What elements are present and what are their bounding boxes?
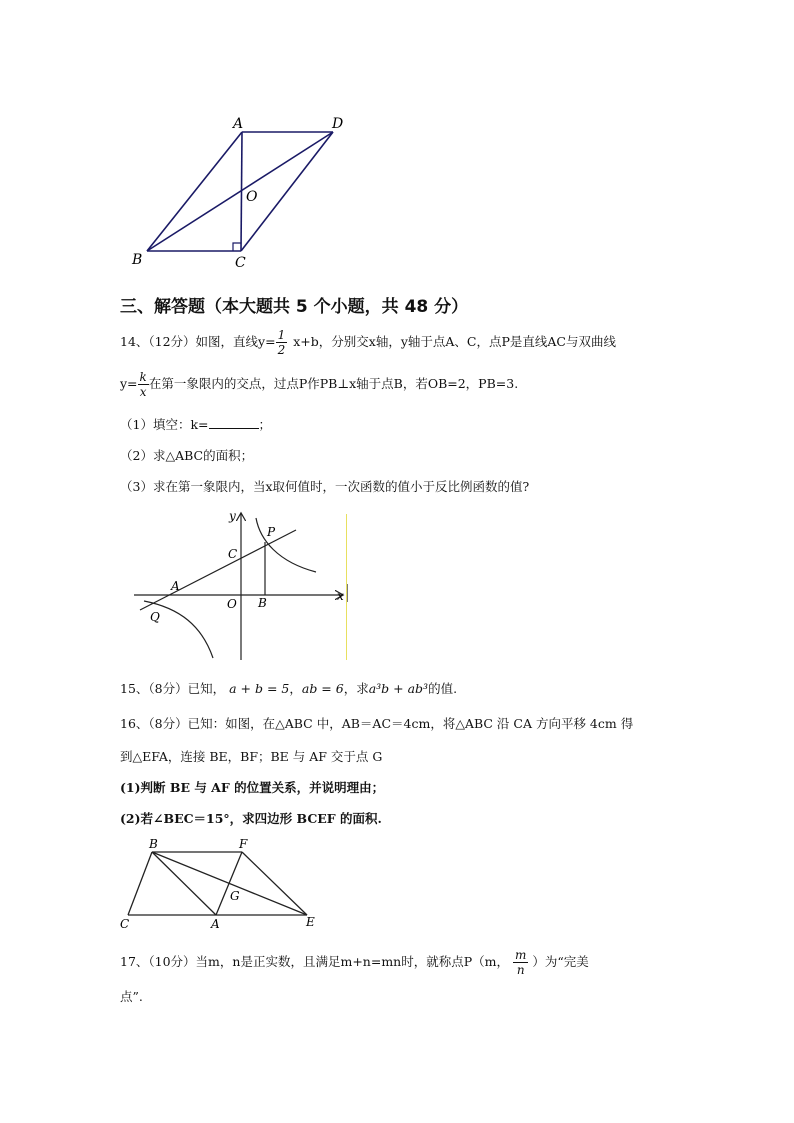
q14-line1 <box>120 328 616 357</box>
label-b: B <box>132 252 143 268</box>
q15-line: 15、（8分）已知， a + b = 5，ab = 6，求a³b + ab³的值. <box>120 681 458 696</box>
q14-line2 <box>120 370 518 399</box>
label-c: C <box>120 917 130 931</box>
edge-ab <box>147 132 242 251</box>
label-e: E <box>306 915 315 929</box>
label-b: B <box>258 596 267 610</box>
trapezoid-figure <box>116 836 326 934</box>
label-a: A <box>211 917 220 931</box>
q14-line1-prefix: 14、（12分）如图，直线y= <box>120 334 276 349</box>
answer-blank <box>209 416 259 429</box>
edge-fe <box>242 852 307 915</box>
label-a: A <box>171 579 180 593</box>
segment-ba <box>152 852 216 915</box>
right-angle-mark <box>233 243 241 251</box>
yellow-vertical-line <box>346 514 347 660</box>
q17-fraction-m-over-n: $\frac{m}{n}$ <box>514 948 527 977</box>
label-b: B <box>149 837 158 851</box>
diagonal-bd <box>147 132 333 251</box>
q16-part1: (1)判断 BE 与 AF 的位置关系，并说明理由； <box>120 780 385 795</box>
q15-expr2: ab = 6 <box>301 681 344 696</box>
q16-line2: 到△EFA，连接 BE，BF；BE 与 AF 交于点 G <box>120 749 383 764</box>
label-c: C <box>228 547 238 561</box>
q14-sub1: （1）填空：k= ； <box>120 417 272 432</box>
q14-sub2: （2）求△ABC的面积； <box>120 448 254 463</box>
parallelogram-figure <box>120 110 360 275</box>
q16-line1: 16、（8分）已知：如图，在△ABC 中，AB＝AC＝4cm，将△ABC 沿 CA 方向平移 4cm 得 <box>120 716 634 731</box>
q14-line1-suffix: x+b，分别交x轴，y轴于点A、C，点P是直线AC与双曲线 <box>293 334 616 349</box>
q16-part2: (2)若∠BEC＝15°，求四边形 BCEF 的面积. <box>120 811 382 826</box>
label-y: y <box>229 509 236 523</box>
label-q: Q <box>150 610 160 624</box>
label-g: G <box>230 889 240 903</box>
segment-be <box>152 852 307 915</box>
line-ac <box>140 530 296 610</box>
q14-sub3: （3）求在第一象限内，当x取何值时，一次函数的值小于反比例函数的值? <box>120 479 530 494</box>
label-x: x <box>337 589 344 603</box>
edge-bc <box>128 852 152 915</box>
q15-expr3: a³b + ab³ <box>368 681 429 696</box>
q14-line2-suffix: 在第一象限内的交点，过点P作PB⊥x轴于点B，若OB=2，PB=3. <box>148 376 519 391</box>
q14-fraction-half: $\frac{1}{2}$ <box>277 328 286 357</box>
q14-line2-prefix: y= <box>120 376 138 391</box>
label-o: O <box>227 597 237 611</box>
q17-line1: 17、（10分）当m，n是正实数，且满足m+n=mn时，就称点P（m， $\frac{m}{n}$ ）为“完美 <box>120 948 589 977</box>
label-p: P <box>267 525 276 539</box>
q15-expr1: a + b = 5 <box>229 681 290 696</box>
section-title: 三、解答题（本大题共 5 个小题，共 48 分） <box>120 297 469 317</box>
q17-line2: 点”. <box>120 989 143 1004</box>
q14-fraction-k-over-x: $\frac{k}{x}$ <box>139 370 147 399</box>
label-f: F <box>239 837 248 851</box>
label-o: O <box>246 189 258 205</box>
label-d: D <box>332 116 344 132</box>
label-c: C <box>235 255 246 271</box>
coordinate-graph-figure <box>128 508 358 664</box>
label-a: A <box>233 116 244 132</box>
